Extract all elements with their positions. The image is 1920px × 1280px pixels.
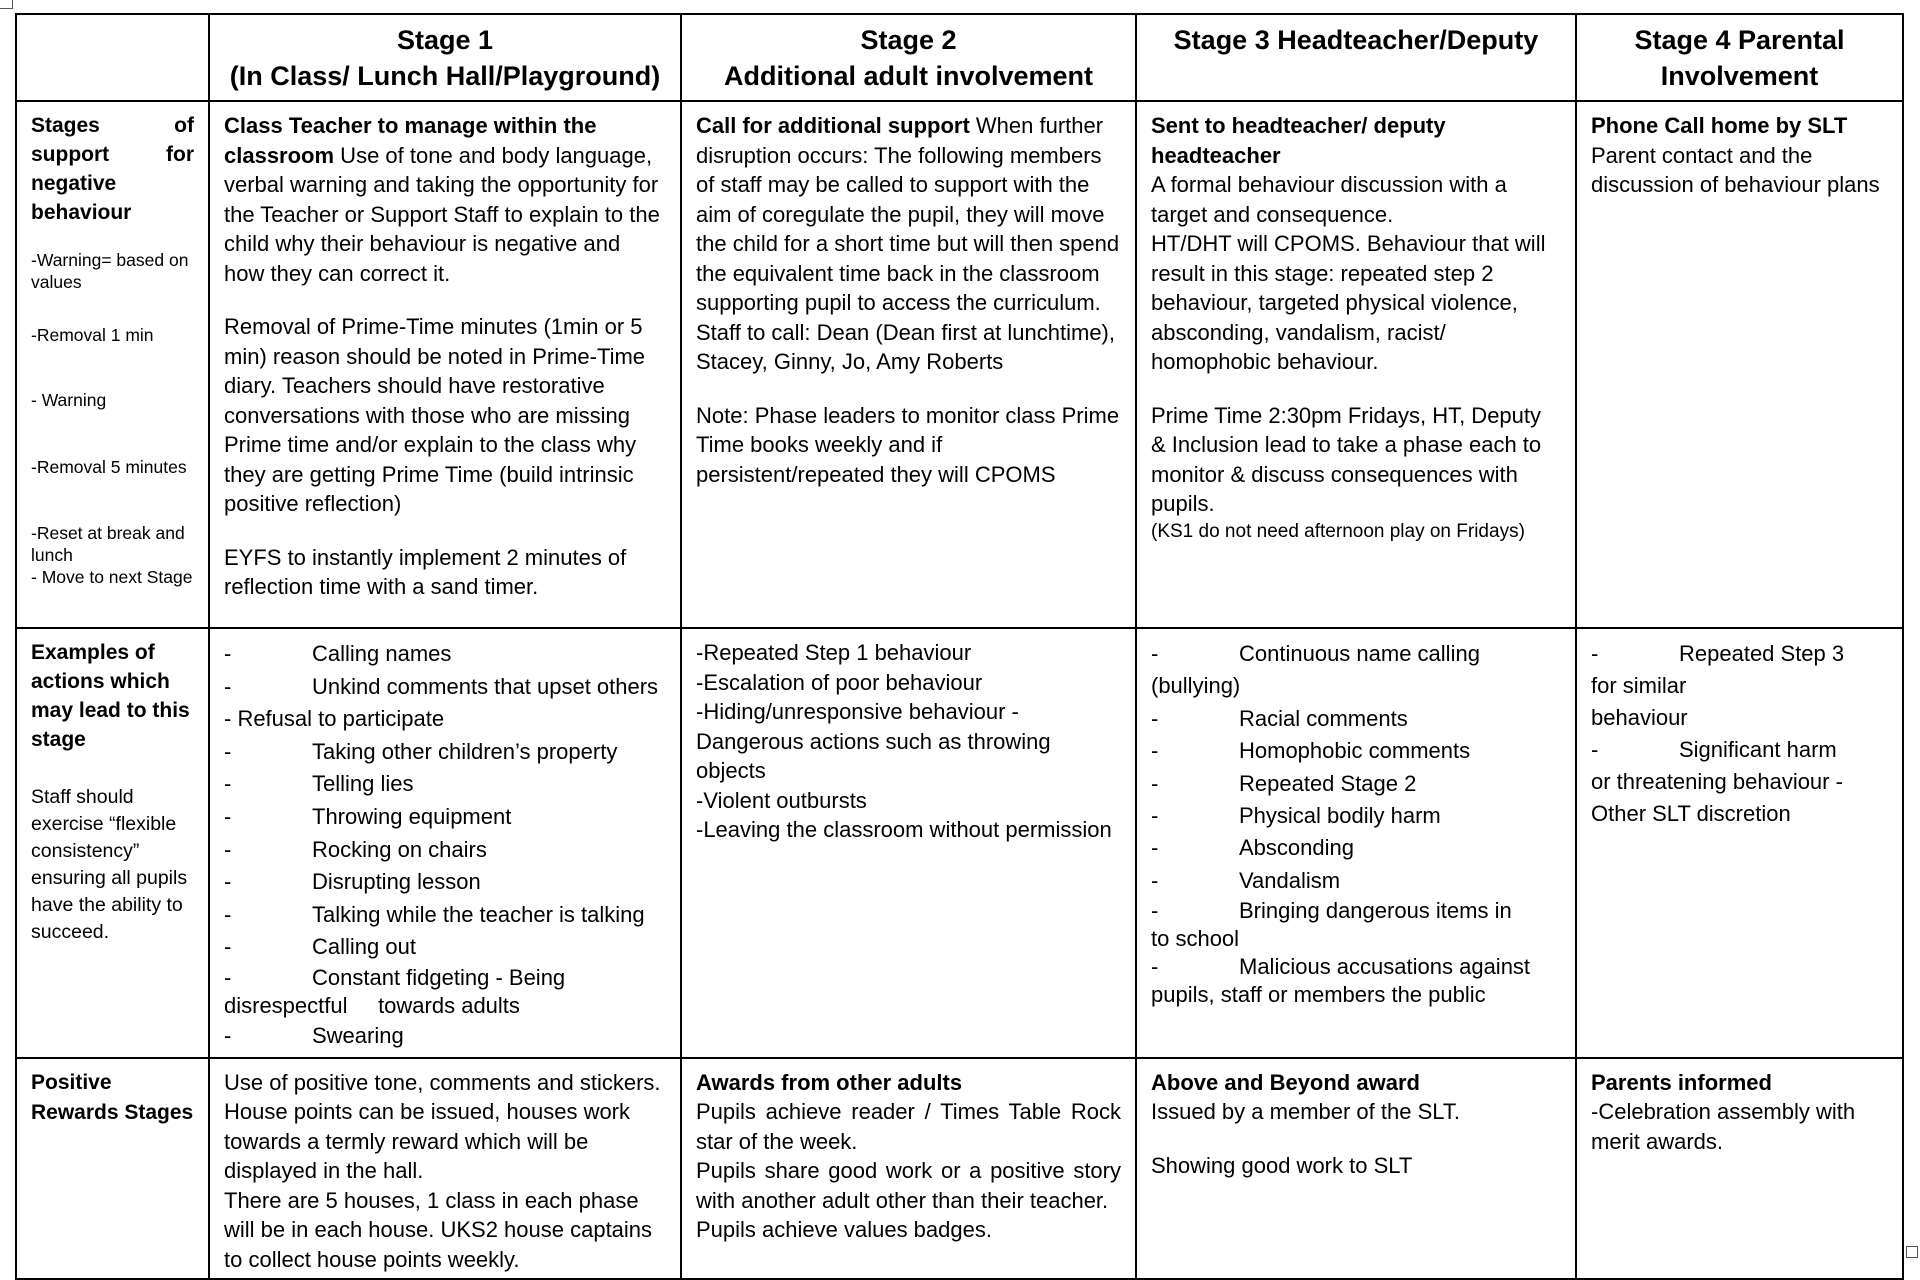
support-item-removal-1: -Removal 1 min	[31, 325, 154, 345]
header-stage-2-title: Stage 2	[860, 25, 957, 55]
examples-stage-4-cell	[1576, 628, 1903, 1058]
support-stage-1-eyfs: EYFS to instantly implement 2 minutes of reflection time with a sand timer.	[224, 544, 627, 599]
list-item: - Physical bodily harm	[1151, 803, 1441, 829]
list-item: - Talking while the teacher is talking	[224, 901, 645, 927]
rewards-stage-1-text: Use of positive tone, comments and stickers. House points can be issued, houses work towards a termly reward which will be displayed in the hall.	[224, 1069, 661, 1184]
examples-row-header	[16, 628, 209, 1058]
list-item: - Homophobic comments	[1151, 738, 1471, 764]
list-item-continued: (bullying)	[1151, 673, 1241, 699]
list-item: - Vandalism	[1151, 867, 1341, 893]
rewards-row	[16, 1058, 1903, 1280]
rewards-stage-2-share: Pupils share good work or a positive story with another adult other than their teacher.	[696, 1158, 1121, 1213]
rewards-stage-4-heading: Parents informed	[1591, 1069, 1772, 1095]
list-item: -Hiding/unresponsive behaviour - Dangerous actions such as throwing objects	[696, 699, 1051, 783]
examples-stage-3-cell	[1136, 628, 1576, 1058]
list-item: - Racial comments	[1151, 705, 1408, 731]
list-item-continued: disrespectful towards adults	[224, 992, 520, 1018]
page-corner-mark	[0, 0, 13, 9]
header-stage-2	[681, 14, 1136, 101]
header-row	[16, 14, 1903, 101]
support-stage-4-text: Parent contact and the discussion of behaviour plans	[1591, 142, 1880, 197]
rewards-stage-3-cell	[1136, 1058, 1576, 1280]
list-item-continued: for similar	[1591, 673, 1687, 698]
rewards-stage-3-showing: Showing good work to SLT	[1151, 1152, 1413, 1178]
list-item: - Significant harm	[1591, 737, 1837, 762]
rewards-stage-3-heading: Above and Beyond award	[1151, 1069, 1420, 1095]
rewards-row-header	[16, 1058, 209, 1280]
support-row	[16, 101, 1903, 628]
list-item: - Repeated Stage 2	[1151, 770, 1417, 796]
list-item: -Violent outbursts	[696, 787, 867, 813]
support-stage-3-cell	[1136, 101, 1576, 628]
list-item-continued: Other SLT discretion	[1591, 801, 1791, 826]
list-item: - Malicious accusations against	[1151, 954, 1531, 980]
support-stage-2-heading: Call for additional support	[696, 113, 970, 138]
header-stage-3	[1136, 14, 1576, 101]
support-row-title: Stages of support for negative behaviour	[31, 114, 194, 224]
list-item: -Leaving the classroom without permission	[696, 817, 1112, 842]
rewards-stage-3-issued: Issued by a member of the SLT.	[1151, 1099, 1460, 1125]
list-item-continued: to school	[1151, 926, 1240, 952]
rewards-stage-2-reader: Pupils achieve reader / Times Table Rock star of the week.	[696, 1099, 1121, 1154]
list-item: - Constant fidgeting - Being	[224, 964, 566, 990]
list-item: - Throwing equipment	[224, 803, 512, 829]
rewards-stage-2-heading: Awards from other adults	[696, 1069, 963, 1095]
header-stage-2-subtitle: Additional adult involvement	[723, 61, 1094, 91]
examples-stage-1-cell	[209, 628, 681, 1058]
header-stage-4	[1576, 14, 1903, 101]
rewards-stage-1-houses: There are 5 houses, 1 class in each phase will be in each house. UKS2 house captains to collect house points weekly.	[224, 1187, 653, 1272]
support-stage-1-cell	[209, 101, 681, 628]
support-stage-1-heading: Class Teacher to manage within the classroom	[224, 113, 597, 168]
rewards-stage-4-cell	[1576, 1058, 1903, 1280]
support-stage-2-note: Note: Phase leaders to monitor class Prime Time books weekly and if persistent/repeated they will CPOMS	[696, 402, 1120, 487]
list-item: - Calling names	[224, 641, 452, 666]
examples-row	[16, 628, 1903, 1058]
list-item: - Repeated Step 3	[1591, 641, 1845, 666]
support-stage-3-ks1-note: (KS1 do not need afternoon play on Fridays)	[1151, 520, 1525, 542]
support-item-reset: -Reset at break and lunch	[31, 523, 185, 565]
header-stage-1-subtitle: (In Class/ Lunch Hall/Playground)	[229, 61, 661, 91]
support-stage-3-cpoms: HT/DHT will CPOMS. Behaviour that will result in this stage: repeated step 2 behaviour, targeted physical violence, absconding, vandalism, racist/ homophobic behaviour.	[1151, 231, 1546, 374]
rewards-row-title: Positive Rewards Stages	[31, 1070, 194, 1124]
header-stage-1	[209, 14, 681, 101]
header-stage-4-subtitle: Involvement	[1660, 61, 1819, 91]
support-stage-1-prime-time: Removal of Prime-Time minutes (1min or 5 min) reason should be noted in Prime-Time diary. Teachers should have restorative conversations with those who are missing Prime time and/or explain to the class why they are getting Prime Time (build intrinsic positive reflection)	[224, 314, 646, 516]
list-item-continued: or threatening behaviour -	[1591, 769, 1843, 794]
list-item: - Disrupting lesson	[224, 869, 481, 895]
header-stage-4-title: Stage 4 Parental	[1634, 25, 1845, 55]
support-stage-2-cell	[681, 101, 1136, 628]
support-stage-4-heading: Phone Call home by SLT	[1591, 113, 1848, 138]
rewards-stage-4-assembly: -Celebration assembly with merit awards.	[1591, 1099, 1856, 1154]
support-item-removal-5: -Removal 5 minutes	[31, 457, 187, 477]
list-item: - Calling out	[224, 934, 416, 960]
list-item-continued: pupils, staff or members the public	[1151, 982, 1486, 1008]
rewards-stage-2-cell	[681, 1058, 1136, 1280]
support-item-warning-values: -Warning= based on values	[31, 250, 189, 292]
list-item: -Repeated Step 1 behaviour	[696, 640, 972, 665]
list-item: - Unkind comments that upset others	[224, 673, 659, 699]
support-row-header	[16, 101, 209, 628]
examples-row-note: Staff should exercise “flexible consistency” ensuring all pupils have the ability to succeed.	[31, 786, 188, 943]
rewards-stage-1-cell	[209, 1058, 681, 1280]
behaviour-stages-table	[15, 13, 1904, 1280]
support-stage-3-prime-time: Prime Time 2:30pm Fridays, HT, Deputy & Inclusion lead to take a phase each to monitor & discuss consequences with pupils.	[1151, 402, 1542, 516]
list-item-continued: behaviour	[1591, 705, 1688, 730]
list-item: -Escalation of poor behaviour	[696, 669, 983, 695]
list-item: - Rocking on chairs	[224, 836, 487, 862]
header-blank-cell	[16, 14, 209, 101]
support-stage-3-text: A formal behaviour discussion with a target and consequence.	[1151, 172, 1507, 227]
list-item: - Swearing	[224, 1022, 404, 1048]
list-item: - Telling lies	[224, 771, 414, 797]
support-item-warning: - Warning	[31, 390, 107, 410]
examples-stage-2-cell	[681, 628, 1136, 1058]
rewards-stage-2-badges: Pupils achieve values badges.	[696, 1217, 992, 1243]
examples-row-title: Examples of actions which may lead to this stage	[31, 641, 190, 751]
header-stage-3-title: Stage 3 Headteacher/Deputy	[1173, 25, 1539, 55]
support-stage-2-text: When further disruption occurs: The following members of staff may be called to support with the aim of coregulate the pupil, they will move the child for a short time but will then spend the equivalent time back in the classroom supporting pupil to access the curriculum. Staff to call: Dean (Dean first at lunchtime), Stacey, Ginny, Jo, Amy Roberts	[696, 113, 1120, 374]
support-stage-3-heading: Sent to headteacher/ deputy headteacher	[1151, 113, 1446, 168]
header-stage-1-title: Stage 1	[396, 25, 494, 55]
list-item: - Refusal to participate	[224, 706, 445, 732]
page-corner-mark	[1906, 1246, 1918, 1258]
support-item-next-stage: - Move to next Stage	[31, 567, 193, 587]
support-stage-4-cell	[1576, 101, 1903, 628]
support-stage-1-text: Use of tone and body language, verbal warning and taking the opportunity for the Teacher or Support Staff to explain to the child why their behaviour is negative and how they can correct it.	[224, 142, 660, 286]
list-item: - Continuous name calling	[1151, 641, 1480, 666]
list-item: - Taking other children’s property	[224, 738, 618, 764]
list-item: - Bringing dangerous items in	[1151, 898, 1512, 924]
list-item: - Absconding	[1151, 835, 1354, 861]
